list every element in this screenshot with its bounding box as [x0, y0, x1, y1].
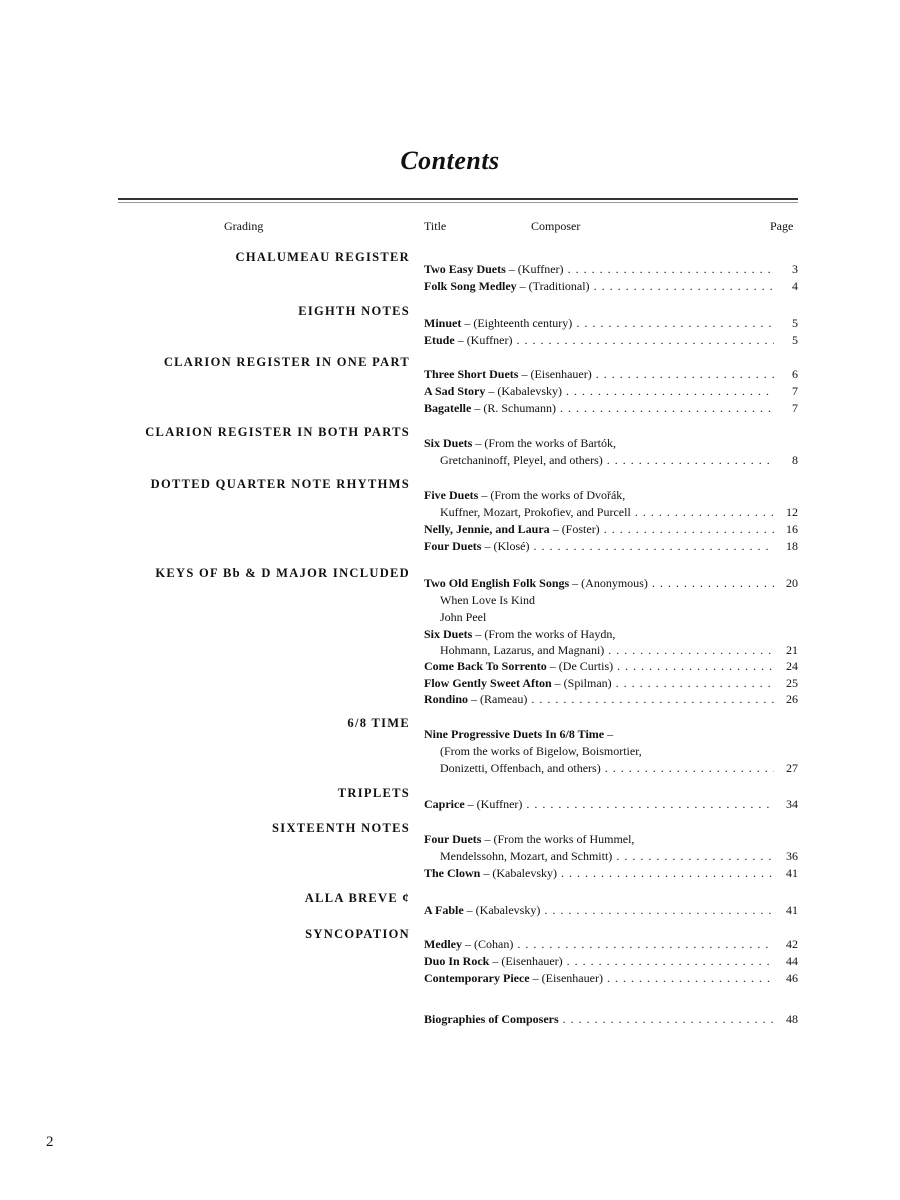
- toc-entry: Folk Song Medley – (Traditional) . . . 4: [424, 278, 798, 294]
- toc-entry: Nelly, Jennie, and Laura – (Foster) . . . 16: [424, 521, 798, 537]
- toc-entry: Donizetti, Offenbach, and others) . . . 27: [424, 760, 798, 776]
- header-page: Page: [770, 219, 794, 233]
- toc-entry: Hohmann, Lazarus, and Magnani) . . . 21: [424, 642, 798, 658]
- toc-entry: A Fable – (Kabalevsky) . . . 41: [424, 902, 798, 918]
- toc-entry: Three Short Duets – (Eisenhauer) . . . 6: [424, 366, 798, 382]
- title-rule: [118, 198, 798, 200]
- toc-entry: Flow Gently Sweet Afton – (Spilman) . . . 25: [424, 675, 798, 691]
- toc-entry: Two Easy Duets – (Kuffner) . . . 3: [424, 261, 798, 277]
- header-composer: Composer: [531, 219, 581, 233]
- toc-entry: Four Duets – (Klosé) . . . 18: [424, 538, 798, 554]
- toc-entry: (From the works of Bigelow, Boismortier,: [440, 744, 642, 758]
- toc-entry: Two Old English Folk Songs – (Anonymous) . . . 20: [424, 575, 798, 591]
- grading-label: KEYS OF Bb & D MAJOR INCLUDED: [155, 566, 410, 580]
- toc-entry: Gretchaninoff, Pleyel, and others) . . . 8: [424, 452, 798, 468]
- toc-entry: When Love Is Kind: [440, 593, 535, 607]
- toc-entry: Kuffner, Mozart, Prokofiev, and Purcell . . . 12: [424, 504, 798, 520]
- grading-label: CHALUMEAU REGISTER: [235, 250, 410, 264]
- grading-label: ALLA BREVE ¢: [304, 891, 410, 905]
- toc-entry: Mendelssohn, Mozart, and Schmitt) . . . 36: [424, 848, 798, 864]
- grading-label: TRIPLETS: [337, 786, 410, 800]
- toc-entry: A Sad Story – (Kabalevsky) . . . 7: [424, 383, 798, 399]
- title-rule-thin: [118, 202, 798, 203]
- grading-label: DOTTED QUARTER NOTE RHYTHMS: [150, 477, 410, 491]
- toc-entry: John Peel: [440, 610, 487, 624]
- grading-label: SIXTEENTH NOTES: [272, 821, 410, 835]
- grading-label: CLARION REGISTER IN ONE PART: [163, 355, 410, 369]
- toc-entry: The Clown – (Kabalevsky) . . . 41: [424, 865, 798, 881]
- toc-entry: Six Duets – (From the works of Haydn,: [424, 627, 616, 641]
- toc-entry: Six Duets – (From the works of Bartók,: [424, 436, 616, 450]
- toc-entry: Contemporary Piece – (Eisenhauer) . . . 46: [424, 970, 798, 986]
- toc-entry: Nine Progressive Duets In 6/8 Time –: [424, 727, 614, 741]
- header-title: Title: [424, 219, 447, 233]
- toc-entry: Four Duets – (From the works of Hummel,: [424, 832, 635, 846]
- grading-label: SYNCOPATION: [305, 927, 410, 941]
- grading-label: EIGHTH NOTES: [298, 304, 410, 318]
- toc-entry: Five Duets – (From the works of Dvořák,: [424, 488, 626, 502]
- toc-entry: Biographies of Composers . . . 48: [424, 1011, 798, 1027]
- page-number: 2: [46, 1134, 54, 1150]
- toc-entry: Etude – (Kuffner) . . . 5: [424, 332, 798, 348]
- toc-entry: Caprice – (Kuffner) . . . 34: [424, 796, 798, 812]
- grading-label: CLARION REGISTER IN BOTH PARTS: [145, 425, 410, 439]
- grading-label: 6/8 TIME: [347, 716, 410, 730]
- header-grading: Grading: [224, 219, 264, 233]
- toc-entry: Bagatelle – (R. Schumann) . . . 7: [424, 400, 798, 416]
- toc-entry: Duo In Rock – (Eisenhauer) . . . 44: [424, 953, 798, 969]
- toc-entry: Minuet – (Eighteenth century) . . . 5: [424, 315, 798, 331]
- toc-entry: Medley – (Cohan) . . . 42: [424, 936, 798, 952]
- toc-entry: Come Back To Sorrento – (De Curtis) . . . 24: [424, 658, 798, 674]
- page-title: Contents: [400, 146, 500, 175]
- toc-entry: Rondino – (Rameau) . . . 26: [424, 691, 798, 707]
